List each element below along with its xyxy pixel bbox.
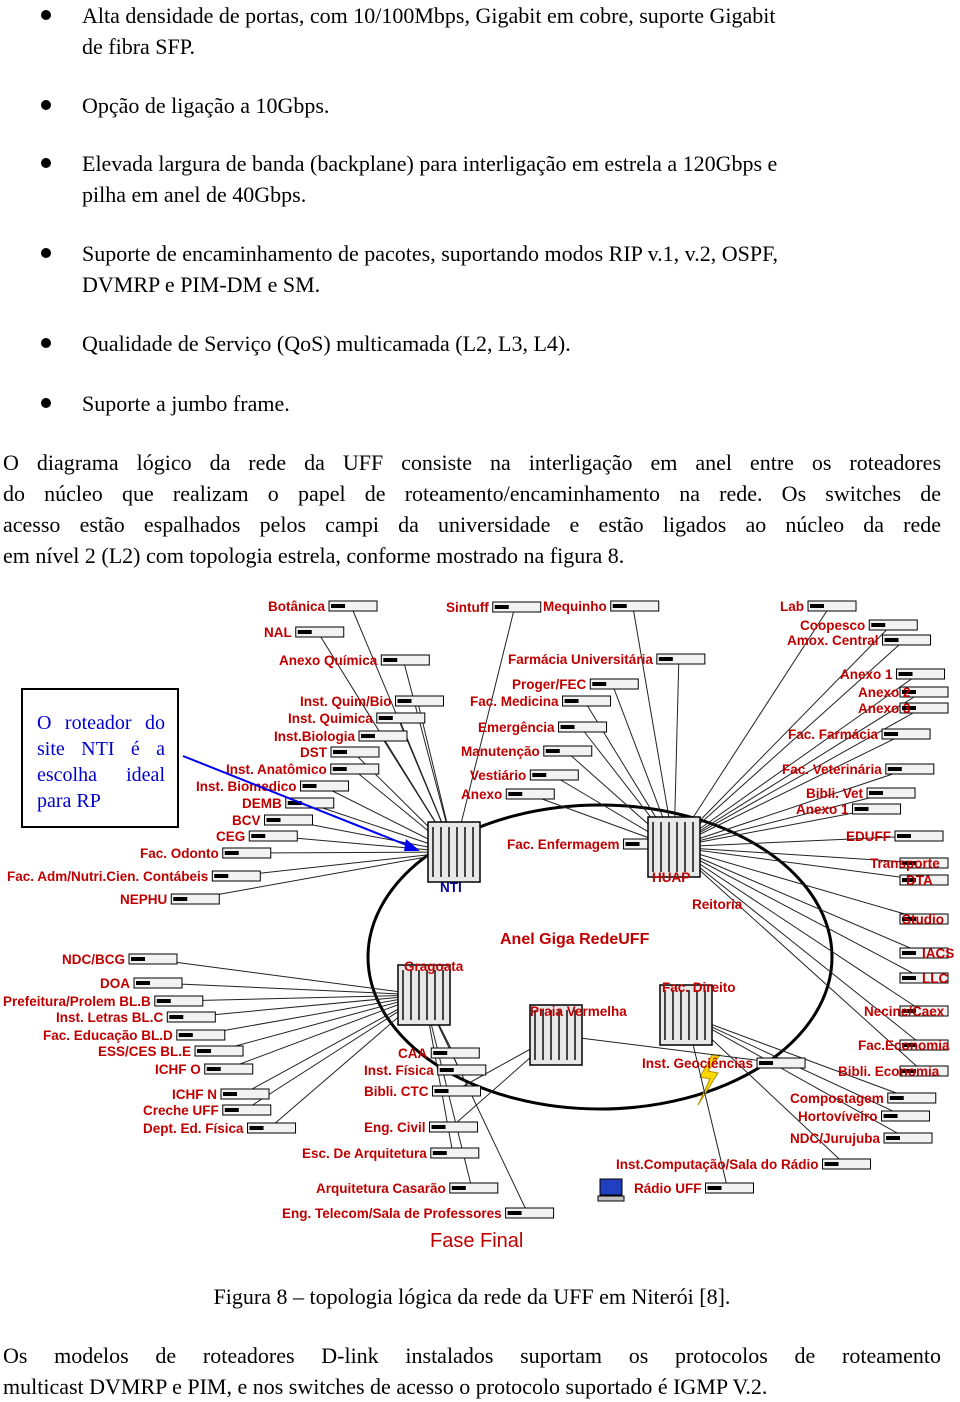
site-label: Rádio UFF <box>634 1181 702 1196</box>
site-label: Fac. Medicina <box>470 694 559 709</box>
site-label: DST <box>300 745 327 760</box>
switch-icon <box>563 696 611 706</box>
paragraph-line: em nível 2 (L2) com topologia estrela, conforme mostrado na figura 8. <box>3 543 625 568</box>
access-link <box>245 852 454 853</box>
core-router-icon <box>428 822 480 882</box>
site-label: Compostagem <box>790 1091 884 1106</box>
site-label: Anexo 3 <box>858 701 911 716</box>
switch-icon <box>329 601 377 611</box>
switch-icon <box>895 831 943 841</box>
ring-title: Anel Giga RedeUFF <box>500 931 650 948</box>
site-label: Fac. Adm/Nutri.Cien. Contábeis <box>7 869 209 884</box>
site-label: NDC/Jurujuba <box>790 1131 881 1146</box>
paragraph-line: O diagrama lógico da rede da UFF consiste na interligação em anel entre os roteadores <box>3 450 941 475</box>
switch-icon <box>611 601 659 611</box>
site-label: EDUFF <box>846 829 891 844</box>
site-label: Eng. Civil <box>364 1120 426 1135</box>
access-link <box>151 959 424 995</box>
site-label: Proger/FEC <box>512 677 587 692</box>
site-label: Inst. Física <box>364 1063 434 1078</box>
switch-icon <box>331 764 379 774</box>
site-label: Fac. Enfermagem <box>507 837 620 852</box>
switch-icon <box>869 620 917 630</box>
site-label: LLC <box>922 971 949 986</box>
switch-icon <box>433 1086 481 1096</box>
site-label: Bibli. CTC <box>364 1084 429 1099</box>
switch-icon <box>544 746 592 756</box>
site-label: Vestiário <box>470 768 527 783</box>
site-label: DEMB <box>242 796 282 811</box>
site-label: Bibli. Vet <box>806 786 864 801</box>
site-label: CAA <box>398 1046 428 1061</box>
callout-text: O roteador do site NTI é a escolha ideal para RP <box>37 712 165 812</box>
site-label: Fac.Economia <box>858 1038 950 1053</box>
site-label: Inst. Quim/Bio <box>300 694 392 709</box>
site-label: Fac. Educação BL.D <box>43 1028 173 1043</box>
bullet-icon <box>41 338 51 348</box>
site-label: Arquitetura Casarão <box>316 1181 446 1196</box>
access-link <box>156 983 424 995</box>
site-label: Inst. Quimica <box>288 711 373 726</box>
list-item-line: Suporte a jumbo frame. <box>82 391 290 416</box>
switch-icon <box>808 601 856 611</box>
site-label: ESS/CES BL.E <box>98 1044 192 1059</box>
body-paragraph <box>3 447 941 571</box>
network-topology-figure <box>0 585 960 1265</box>
paragraph-line: acesso estão espalhados pelos campi da universidade e estão ligados ao núcleo da rede <box>3 512 941 537</box>
switch-icon <box>438 1065 486 1075</box>
site-label: Anexo 2 <box>858 685 911 700</box>
site-label: Dept. Ed. Física <box>143 1121 244 1136</box>
switch-icon <box>493 602 541 612</box>
list-item-line: Qualidade de Serviço (QoS) multicamada (L2, L3, L4). <box>82 331 571 356</box>
core-router-label: Reitoria <box>692 897 743 912</box>
site-label: Lab <box>780 599 805 614</box>
core-router-icon <box>648 817 700 877</box>
switch-icon <box>248 1123 296 1133</box>
site-label: Coopesco <box>800 618 866 633</box>
bullet-icon <box>41 248 51 258</box>
switch-icon <box>897 669 945 679</box>
site-label: Amox. Central <box>787 633 879 648</box>
switch-icon <box>223 848 271 858</box>
site-label: Manutenção <box>461 744 540 759</box>
access-link <box>633 606 674 847</box>
site-label: Mequinho <box>543 599 607 614</box>
switch-icon <box>155 996 203 1006</box>
switch-icon <box>129 954 177 964</box>
bullet-icon <box>41 398 51 408</box>
switch-icon <box>301 781 349 791</box>
bullet-icon <box>41 158 51 168</box>
switch-icon <box>265 815 313 825</box>
switch-icon <box>883 635 931 645</box>
callout-box <box>21 688 179 828</box>
site-label: Fac. Farmácia <box>788 727 879 742</box>
switch-icon <box>430 1122 478 1132</box>
switch-icon <box>167 1012 215 1022</box>
switch-icon <box>530 770 578 780</box>
site-label: Anexo 1 <box>840 667 893 682</box>
switch-icon <box>223 1105 271 1115</box>
switch-icon <box>212 871 260 881</box>
site-label: ICHF N <box>172 1087 217 1102</box>
site-label: IACS <box>922 946 955 961</box>
switch-icon <box>823 1159 871 1169</box>
list-item-line: pilha em anel de 40Gbps. <box>82 182 307 207</box>
switch-icon <box>171 894 219 904</box>
site-label: Transporte <box>870 856 940 871</box>
switch-icon <box>377 713 425 723</box>
switch-icon <box>506 1208 554 1218</box>
list-item-line: Opção de ligação a 10Gbps. <box>82 93 330 118</box>
core-router-label: NTI <box>440 880 462 895</box>
list-item-line: Suporte de encaminhamento de pacotes, suportando modos RIP v.1, v.2, OSPF, <box>82 241 779 266</box>
site-label: Bibli. Economia <box>838 1064 940 1079</box>
paragraph-line: do núcleo que realizam o papel de roteamento/encaminhamento na rede. Os switches de <box>3 481 941 506</box>
site-label: Fac. Veterinária <box>782 762 882 777</box>
site-label: Fac. Odonto <box>140 846 219 861</box>
switch-icon <box>177 1030 225 1040</box>
switch-icon <box>757 1058 805 1068</box>
site-label: Creche UFF <box>143 1103 219 1118</box>
switch-icon <box>590 679 638 689</box>
paragraph-line: multicast DVMRP e PIM, e nos switches de acesso o protocolo suportado é IGMP V.2. <box>3 1374 768 1399</box>
site-label: Inst. Letras BL.C <box>56 1010 164 1025</box>
site-label: NDC/BCG <box>62 952 125 967</box>
access-link <box>217 995 424 1051</box>
site-label: Studio <box>902 912 944 927</box>
switch-icon <box>450 1183 498 1193</box>
switch-icon <box>559 722 607 732</box>
core-router-label: HUAP <box>652 870 691 885</box>
list-item-line: Alta densidade de portas, com 10/100Mbps, Gigabit em cobre, suporte Gigabit <box>82 3 776 28</box>
site-label: Prefeitura/Prolem BL.B <box>3 994 151 1009</box>
site-label: Anexo Química <box>279 653 378 668</box>
core-router-label: Fac. Direito <box>662 980 736 995</box>
site-label: Sintuff <box>446 600 489 615</box>
switch-icon <box>886 764 934 774</box>
switch-icon <box>884 1133 932 1143</box>
switch-icon <box>331 747 379 757</box>
list-item-line: DVMRP e PIM-DM e SM. <box>82 272 321 297</box>
site-label: Hortovíveiro <box>798 1109 878 1124</box>
access-link <box>199 995 424 1035</box>
bullet-icon <box>41 100 51 110</box>
switch-icon <box>359 731 407 741</box>
site-label: Anexo 1 <box>796 802 849 817</box>
phase-label: Fase Final <box>430 1230 524 1252</box>
core-router-label: Praia Vermelha <box>530 1004 627 1019</box>
site-label: Esc. De Arquitetura <box>302 1146 427 1161</box>
switch-icon <box>888 1093 936 1103</box>
switch-icon <box>296 627 344 637</box>
switch-icon <box>882 729 930 739</box>
switch-icon <box>853 804 901 814</box>
site-label: NEPHU <box>120 892 168 907</box>
site-label: DOA <box>100 976 130 991</box>
list-item-line: de fibra SFP. <box>82 34 196 59</box>
core-router-label: Gragoata <box>404 959 464 974</box>
switch-icon <box>396 696 444 706</box>
figure-caption: Figura 8 – topologia lógica da rede da UFF em Niterói [8]. <box>213 1284 731 1309</box>
computer-icon <box>598 1179 624 1201</box>
site-label: Inst. Biomedico <box>196 779 297 794</box>
site-label: ICHF O <box>155 1062 201 1077</box>
site-label: Anexo <box>461 787 503 802</box>
switch-icon <box>249 831 297 841</box>
site-label: Inst. Geociências <box>642 1056 754 1071</box>
site-label: Inst. Anatômico <box>226 762 327 777</box>
site-label: DTA <box>906 873 933 888</box>
body-paragraph <box>3 1340 941 1402</box>
site-label: Eng. Telecom/Sala de Professores <box>282 1206 502 1221</box>
paragraph-line: Os modelos de roteadores D-link instalados suportam os protocolos de roteamento <box>3 1343 941 1368</box>
switch-icon <box>195 1046 243 1056</box>
switch-icon <box>134 978 182 988</box>
site-label: Inst.Biologia <box>274 729 355 744</box>
topology-diagram <box>0 585 960 1265</box>
switch-icon <box>431 1148 479 1158</box>
switch-icon <box>882 1111 930 1121</box>
switch-icon <box>706 1183 754 1193</box>
site-label: Emergência <box>478 720 555 735</box>
site-label: Necine/Caex <box>864 1004 945 1019</box>
switch-icon <box>867 788 915 798</box>
switch-icon <box>221 1089 269 1099</box>
switch-icon <box>506 789 554 799</box>
site-label: Farmácia Universitária <box>508 652 653 667</box>
switch-icon <box>431 1048 479 1058</box>
switch-icon <box>381 655 429 665</box>
site-label: Botânica <box>268 599 326 614</box>
site-label: NAL <box>264 625 292 640</box>
site-label: Inst.Computação/Sala do Rádio <box>616 1157 819 1172</box>
list-item-line: Elevada largura de banda (backplane) para interligação em estrela a 120Gbps e <box>82 151 778 176</box>
switch-icon <box>205 1064 253 1074</box>
site-label: BCV <box>232 813 261 828</box>
switch-icon <box>657 654 705 664</box>
core-router-icon <box>398 965 450 1025</box>
bullet-icon <box>41 10 51 20</box>
site-label: CEG <box>216 829 246 844</box>
